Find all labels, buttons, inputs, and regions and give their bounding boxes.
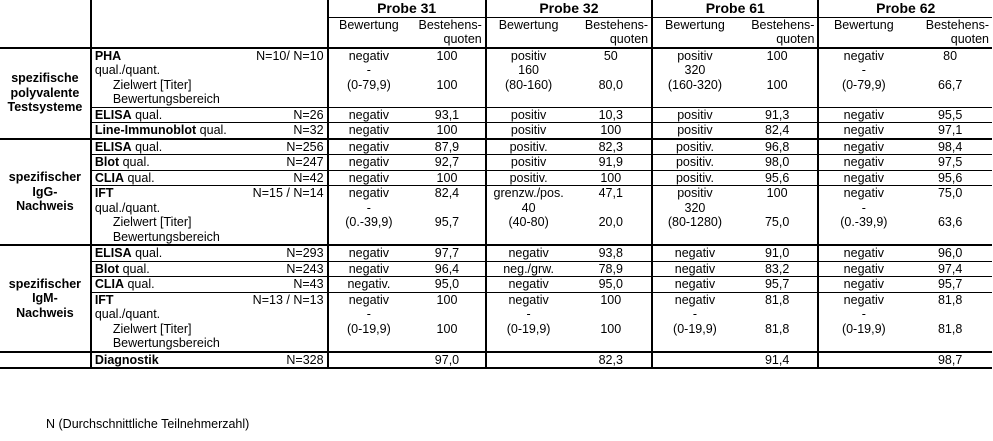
col-bewertung: Bewertung: [328, 18, 410, 48]
value-cell: negativ: [486, 245, 571, 261]
quote-cell: 81,8 81,8: [737, 292, 819, 352]
quote-cell: 97,0: [409, 352, 486, 369]
quote-cell: 96,0: [908, 245, 992, 261]
quote-cell: 96,8: [737, 139, 819, 155]
quote-cell: 82,3: [570, 139, 652, 155]
probe-header: Probe 62: [818, 0, 992, 18]
value-cell: negativ: [328, 123, 410, 139]
table-row-blot: [0, 155, 992, 171]
value-cell: negativ: [328, 107, 410, 123]
test-label: Blot qual. N=243: [91, 261, 328, 277]
quote-cell: 92,7: [409, 155, 486, 171]
test-label: Diagnostik N=328: [91, 352, 328, 369]
quote-cell: 95,0: [570, 277, 652, 293]
quote-cell: 95,5: [908, 107, 992, 123]
quote-cell: 93,1: [409, 107, 486, 123]
quote-cell: 50 80,0: [570, 48, 652, 108]
value-cell: negativ: [818, 139, 908, 155]
test-label: IFT qual./quant. N=13 / N=13 Zielwert [Titer] Bewertungsbereich: [91, 292, 328, 352]
quote-cell: 98,0: [737, 155, 819, 171]
quote-cell: 98,7: [908, 352, 992, 369]
test-label: CLIA qual. N=43: [91, 277, 328, 293]
value-cell: negativ: [328, 261, 410, 277]
section-label: spezifischer IgM- Nachweis: [0, 245, 91, 352]
table-row-ift: [0, 186, 992, 246]
table-row-diagnostik: [0, 352, 992, 369]
col-bewertung: Bewertung: [486, 18, 571, 48]
quote-cell: 100: [570, 123, 652, 139]
value-cell: positiv.: [486, 139, 571, 155]
quote-cell: 95,6: [908, 170, 992, 186]
table-row-elisa: [0, 139, 992, 155]
quote-cell: 95,0: [409, 277, 486, 293]
value-cell: negativ - (0-19,9): [652, 292, 737, 352]
test-label: CLIA qual. N=42: [91, 170, 328, 186]
value-cell: negativ: [818, 245, 908, 261]
value-cell: positiv: [486, 107, 571, 123]
test-label: IFT qual./quant. N=15 / N=14 Zielwert [Titer] Bewertungsbereich: [91, 186, 328, 246]
value-cell: positiv.: [652, 170, 737, 186]
value-cell: negativ: [652, 261, 737, 277]
quote-cell: 100 100: [570, 292, 652, 352]
value-cell: positiv.: [652, 155, 737, 171]
value-cell: negativ: [818, 261, 908, 277]
col-quote: Bestehens- quoten: [409, 18, 486, 48]
quote-cell: 80 66,7: [908, 48, 992, 108]
quote-cell: 82,3: [570, 352, 652, 369]
value-cell: negativ: [818, 107, 908, 123]
col-quote: Bestehens- quoten: [737, 18, 819, 48]
test-label: ELISA qual. N=26: [91, 107, 328, 123]
value-cell: negativ: [818, 155, 908, 171]
quote-cell: 97,1: [908, 123, 992, 139]
table-row-pha: [0, 48, 992, 108]
table-row-elisa: [0, 107, 992, 123]
table-row-ift: [0, 292, 992, 352]
quote-cell: 10,3: [570, 107, 652, 123]
value-cell: negativ - (0-79,9): [328, 48, 410, 108]
quote-cell: 95,7: [737, 277, 819, 293]
value-cell: positiv 320 (80-1280): [652, 186, 737, 246]
quote-cell: 100 100: [409, 292, 486, 352]
table-row-clia: [0, 170, 992, 186]
quote-cell: 82,4: [737, 123, 819, 139]
quote-cell: 100: [409, 170, 486, 186]
value-cell: negativ: [328, 155, 410, 171]
section-label: spezifischer IgG- Nachweis: [0, 139, 91, 246]
value-cell: negativ - (0-19,9): [328, 292, 410, 352]
table-row-line-immunoblot: [0, 123, 992, 139]
quote-cell: 81,8 81,8: [908, 292, 992, 352]
probe-header: Probe 61: [652, 0, 818, 18]
value-cell: negativ: [818, 277, 908, 293]
quote-cell: 100 75,0: [737, 186, 819, 246]
value-cell: [486, 352, 571, 369]
value-cell: negativ - (0-79,9): [818, 48, 908, 108]
test-label: PHA qual./quant. N=10/ N=10 Zielwert [Titer] Bewertungsbereich: [91, 48, 328, 108]
subheader-row: [0, 18, 992, 48]
value-cell: negativ: [328, 139, 410, 155]
value-cell: negativ: [328, 170, 410, 186]
col-quote: Bestehens- quoten: [570, 18, 652, 48]
value-cell: negativ - (0-19,9): [486, 292, 571, 352]
quote-cell: 95,7: [908, 277, 992, 293]
quote-cell: 93,8: [570, 245, 652, 261]
test-label: Blot qual. N=247: [91, 155, 328, 171]
value-cell: negativ: [652, 277, 737, 293]
value-cell: positiv: [486, 123, 571, 139]
quote-cell: 100: [570, 170, 652, 186]
quote-cell: 78,9: [570, 261, 652, 277]
value-cell: [652, 352, 737, 369]
value-cell: positiv: [486, 155, 571, 171]
value-cell: positiv: [652, 107, 737, 123]
value-cell: negativ - (0.-39,9): [818, 186, 908, 246]
quote-cell: 47,1 20,0: [570, 186, 652, 246]
quote-cell: 97,4: [908, 261, 992, 277]
col-quote: Bestehens- quoten: [908, 18, 992, 48]
value-cell: neg./grw.: [486, 261, 571, 277]
value-cell: negativ: [818, 170, 908, 186]
table-row-clia: [0, 277, 992, 293]
value-cell: negativ - (0-19,9): [818, 292, 908, 352]
value-cell: negativ: [328, 245, 410, 261]
section-label: spezifische polyvalente Testsysteme: [0, 48, 91, 139]
quote-cell: 91,9: [570, 155, 652, 171]
value-cell: [328, 352, 410, 369]
value-cell: positiv 320 (160-320): [652, 48, 737, 108]
value-cell: negativ: [486, 277, 571, 293]
test-label: ELISA qual. N=293: [91, 245, 328, 261]
quote-cell: 98,4: [908, 139, 992, 155]
value-cell: positiv.: [652, 139, 737, 155]
quote-cell: 91,0: [737, 245, 819, 261]
quote-cell: 82,4 95,7: [409, 186, 486, 246]
quote-cell: 97,5: [908, 155, 992, 171]
quote-cell: 97,7: [409, 245, 486, 261]
value-cell: negativ: [818, 123, 908, 139]
quote-cell: 96,4: [409, 261, 486, 277]
quote-cell: 75,0 63,6: [908, 186, 992, 246]
col-bewertung: Bewertung: [652, 18, 737, 48]
quote-cell: 87,9: [409, 139, 486, 155]
value-cell: positiv 160 (80-160): [486, 48, 571, 108]
header-row: [0, 0, 992, 18]
test-label: ELISA qual. N=256: [91, 139, 328, 155]
table-row-elisa: [0, 245, 992, 261]
quote-cell: 95,6: [737, 170, 819, 186]
quote-cell: 100 100: [409, 48, 486, 108]
col-bewertung: Bewertung: [818, 18, 908, 48]
footnote: N (Durchschnittliche Teilnehmerzahl): [46, 417, 250, 431]
quote-cell: 91,4: [737, 352, 819, 369]
probe-header: Probe 31: [328, 0, 486, 18]
table-row-blot: [0, 261, 992, 277]
probe-header: Probe 32: [486, 0, 652, 18]
quote-cell: 83,2: [737, 261, 819, 277]
quote-cell: 100: [409, 123, 486, 139]
value-cell: grenzw./pos. 40 (40-80): [486, 186, 571, 246]
value-cell: positiv.: [486, 170, 571, 186]
test-label: Line-Immunoblot qual. N=32: [91, 123, 328, 139]
value-cell: negativ.: [328, 277, 410, 293]
quote-cell: 100 100: [737, 48, 819, 108]
value-cell: negativ - (0.-39,9): [328, 186, 410, 246]
quote-cell: 91,3: [737, 107, 819, 123]
value-cell: positiv: [652, 123, 737, 139]
value-cell: [818, 352, 908, 369]
value-cell: negativ: [652, 245, 737, 261]
